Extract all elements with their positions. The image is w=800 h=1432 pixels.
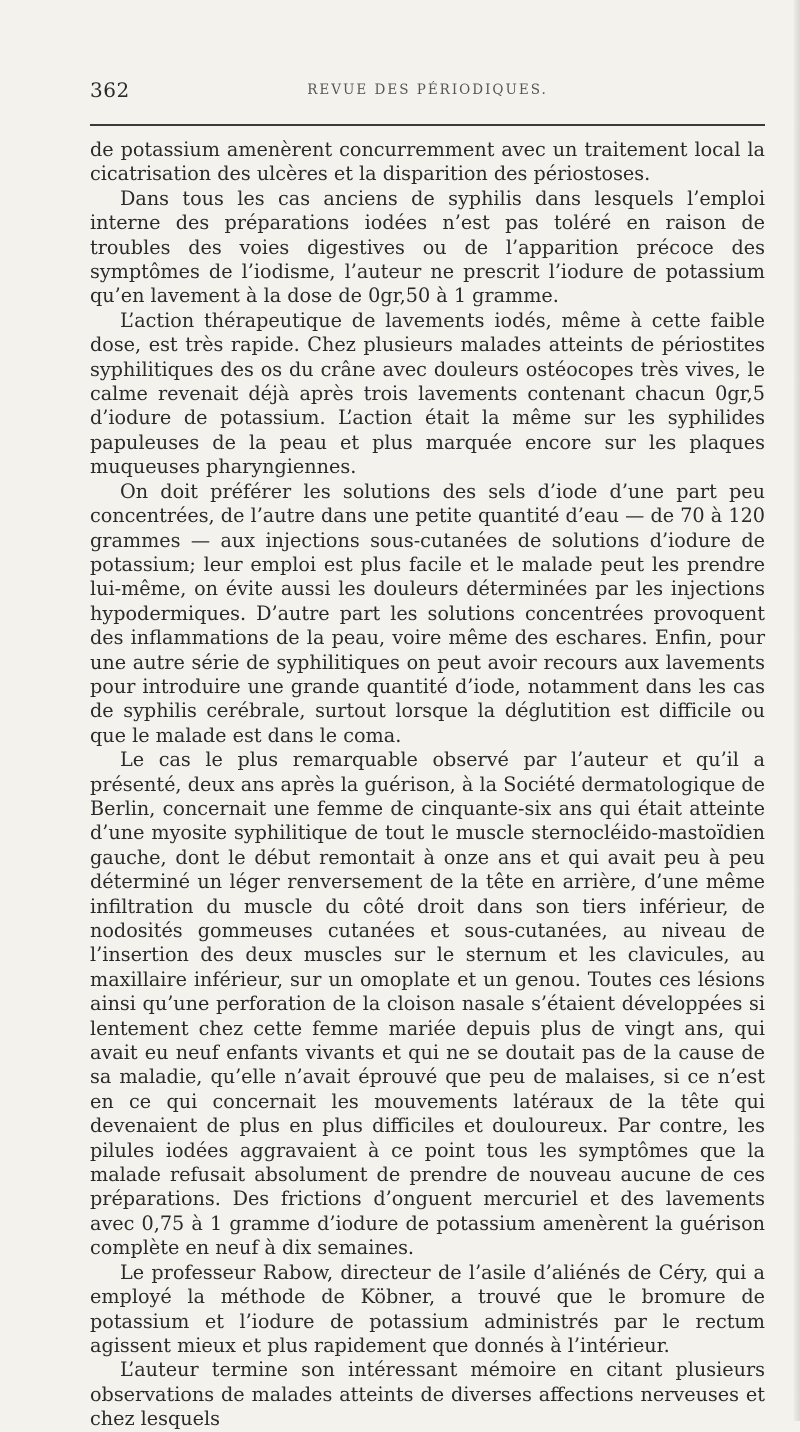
article-body bbox=[90, 138, 765, 1432]
paragraph: Le professeur Rabow, directeur de l’asile d’aliénés de Céry, qui a employé la méthode de Köbner, a trouvé que le bromure de potassium et l’iodure de potassium administrés par le rectum agissent mieux et plus rapidement que donnés à l’intérieur. bbox=[90, 1260, 765, 1357]
paragraph: Le cas le plus remarquable observé par l’auteur et qu’il a présenté, deux ans après la guérison, à la Société dermatologique de Berlin, concernait une femme de cinquante-six ans qui était atteinte d’une myosite syphilitique de tout le muscle sternocléido-mastoïdien gauche, dont le début remontait à onze ans et qui avait peu à peu déterminé un léger renversement de la tête en arrière, d’une même infiltration du muscle du côté droit dans son tiers inférieur, de nodosités gommeuses cutanées et sous-cutanées, au niveau de l’insertion des deux muscles sur le sternum et les clavicules, au maxillaire inférieur, sur un omoplate et un genou. Toutes ces lésions ainsi qu’une perforation de la cloison nasale s’étaient développées si lentement chez cette femme mariée depuis plus de vingt ans, qui avait eu neuf enfants vivants et qui ne se doutait pas de la cause de sa maladie, qu’elle n’avait éprouvé que peu de malaises, si ce n’est en ce qui concernait les mouvements latéraux de la tête qui devenaient de plus en plus difficiles et douloureux. Par contre, les pilules iodées aggravaient à ce point tous les symptômes que la malade refusait absolument de prendre de nouveau aucune de ces préparations. Des frictions d’onguent mercuriel et des lavements avec 0,75 à 1 gramme d’iodure de potassium amenèrent la guérison complète en neuf à dix semaines. bbox=[90, 748, 765, 1260]
paragraph: Dans tous les cas anciens de syphilis dans lesquels l’emploi interne des préparations iodées n’est pas toléré en raison de troubles des voies digestives ou de l’apparition précoce des symptômes de l’iodisme, l’auteur ne prescrit l’iodure de potassium qu’en lavement à la dose de 0gr,50 à 1 gramme. bbox=[90, 186, 765, 308]
running-head: REVUE DES PÉRIODIQUES. bbox=[307, 82, 548, 98]
paragraph: L’action thérapeutique de lavements iodés, même à cette faible dose, est très rapide. Chez plusieurs malades atteints de périostites syphilitiques des os du crâne avec douleurs ostéocopes très vives, le calme revenait déjà après trois lavements contenant chacun 0gr,5 d’iodure de potassium. L’action était la même sur les syphilides papuleuses de la peau et plus marquée encore sur les plaques muqueuses pharyngiennes. bbox=[90, 308, 765, 479]
paragraph-continuation: de potassium amenèrent concurremment avec un traitement local la cicatrisation des ulcères et la disparition des périostoses. bbox=[90, 138, 765, 186]
header-rule bbox=[90, 124, 765, 126]
page-header bbox=[90, 78, 765, 108]
paragraph: L’auteur termine son intéressant mémoire en citant plusieurs observations de malades atteints de diverses affections nerveuses et chez lesquels bbox=[90, 1358, 765, 1431]
page-edge bbox=[794, 0, 800, 1421]
page-number: 362 bbox=[90, 78, 130, 102]
paragraph: On doit préférer les solutions des sels d’iode d’une part peu concentrées, de l’autre dans une petite quantité d’eau — de 70 à 120 grammes — aux injections sous-cutanées de solutions d’iodure de potassium; leur emploi est plus facile et le malade peut les prendre lui-même, on évite aussi les douleurs déterminées par les injections hypodermiques. D’autre part les solutions concentrées provoquent des inflammations de la peau, voire même des eschares. Enfin, pour une autre série de syphilitiques on peut avoir recours aux lavements pour introduire une grande quantité d’iode, notamment dans les cas de syphilis cerébrale, surtout lorsque la déglutition est difficile ou que le malade est dans le coma. bbox=[90, 479, 765, 747]
